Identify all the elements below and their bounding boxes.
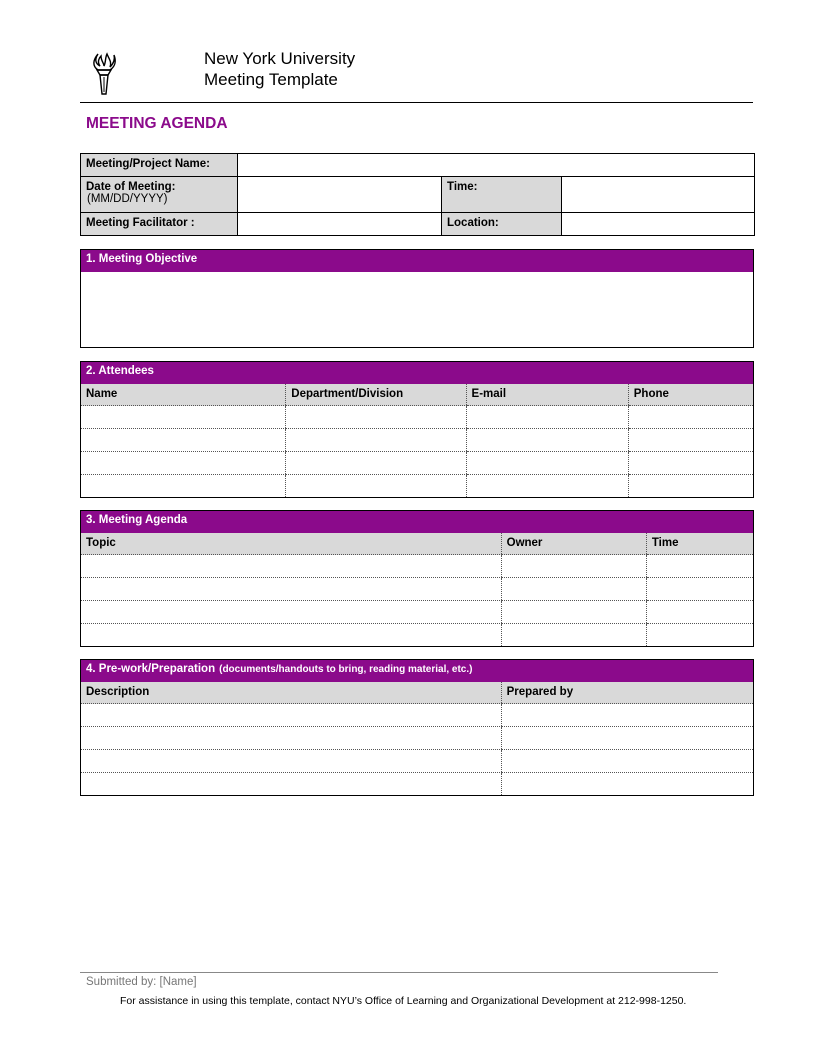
- table-cell[interactable]: [501, 624, 646, 647]
- torch-icon: [88, 50, 120, 96]
- prework-col-prepared-by: Prepared by: [501, 682, 753, 704]
- assistance-note: For assistance in using this template, contact NYU’s Office of Learning and Organizational Development at 212-998-1250.: [120, 995, 687, 1007]
- table-cell[interactable]: [81, 704, 502, 727]
- table-row: [81, 429, 754, 452]
- table-cell[interactable]: [286, 406, 466, 429]
- table-cell[interactable]: [646, 555, 753, 578]
- table-row: [81, 704, 754, 727]
- table-row: [81, 601, 754, 624]
- agenda-col-time: Time: [646, 533, 753, 555]
- header-divider: [80, 102, 753, 103]
- table-cell[interactable]: [466, 429, 628, 452]
- table-cell[interactable]: [646, 624, 753, 647]
- table-cell[interactable]: [81, 452, 286, 475]
- attendees-col-department: Department/Division: [286, 384, 466, 406]
- table-cell[interactable]: [501, 773, 753, 796]
- table-cell[interactable]: [466, 475, 628, 498]
- agenda-title: 3. Meeting Agenda: [81, 511, 754, 533]
- table-row: [81, 773, 754, 796]
- table-cell[interactable]: [646, 578, 753, 601]
- location-field[interactable]: [562, 213, 755, 236]
- table-cell[interactable]: [501, 601, 646, 624]
- table-cell[interactable]: [501, 727, 753, 750]
- table-cell[interactable]: [81, 578, 502, 601]
- table-cell[interactable]: [628, 406, 753, 429]
- table-cell[interactable]: [628, 475, 753, 498]
- agenda-col-topic: Topic: [81, 533, 502, 555]
- attendees-col-name: Name: [81, 384, 286, 406]
- agenda-section: [80, 510, 754, 647]
- prework-note: (documents/handouts to bring, reading material, etc.): [219, 664, 473, 675]
- footer-divider: [80, 972, 718, 973]
- table-row: [81, 750, 754, 773]
- attendees-title: 2. Attendees: [81, 362, 754, 384]
- objective-section: [80, 249, 754, 348]
- table-cell[interactable]: [501, 555, 646, 578]
- date-field[interactable]: [238, 177, 442, 213]
- table-cell[interactable]: [81, 773, 502, 796]
- table-cell[interactable]: [286, 429, 466, 452]
- time-label: Time:: [442, 177, 562, 213]
- meeting-info-table: [80, 153, 755, 236]
- objective-field[interactable]: [81, 272, 754, 348]
- table-cell[interactable]: [81, 601, 502, 624]
- table-cell[interactable]: [466, 452, 628, 475]
- table-cell[interactable]: [466, 406, 628, 429]
- page-title: MEETING AGENDA: [86, 115, 228, 132]
- date-format-hint: (MM/DD/YYYY): [87, 193, 168, 205]
- table-row: [81, 452, 754, 475]
- table-cell[interactable]: [81, 727, 502, 750]
- prework-section: [80, 659, 754, 796]
- date-label-cell: [81, 177, 238, 213]
- attendees-section: [80, 361, 754, 498]
- time-field[interactable]: [562, 177, 755, 213]
- table-row: [81, 727, 754, 750]
- objective-title: 1. Meeting Objective: [81, 250, 754, 272]
- attendees-col-email: E-mail: [466, 384, 628, 406]
- project-name-label: Meeting/Project Name:: [81, 154, 238, 177]
- table-cell[interactable]: [501, 578, 646, 601]
- project-name-field[interactable]: [238, 154, 755, 177]
- agenda-col-owner: Owner: [501, 533, 646, 555]
- table-row: [81, 578, 754, 601]
- table-cell[interactable]: [501, 704, 753, 727]
- table-cell[interactable]: [501, 750, 753, 773]
- prework-title-cell: [81, 660, 754, 682]
- date-label: Date of Meeting:: [86, 181, 176, 193]
- facilitator-label: Meeting Facilitator :: [81, 213, 238, 236]
- table-cell[interactable]: [81, 429, 286, 452]
- header-title: [204, 48, 355, 90]
- prework-col-description: Description: [81, 682, 502, 704]
- org-name: New York University: [204, 49, 356, 68]
- facilitator-field[interactable]: [238, 213, 442, 236]
- doc-title: Meeting Template: [204, 70, 338, 89]
- table-row: [81, 406, 754, 429]
- location-label: Location:: [442, 213, 562, 236]
- table-cell[interactable]: [646, 601, 753, 624]
- table-cell[interactable]: [81, 406, 286, 429]
- table-cell[interactable]: [81, 750, 502, 773]
- table-cell[interactable]: [286, 475, 466, 498]
- table-cell[interactable]: [81, 475, 286, 498]
- table-row: [81, 475, 754, 498]
- submitted-by: Submitted by: [Name]: [86, 976, 197, 988]
- table-cell[interactable]: [628, 452, 753, 475]
- table-row: [81, 555, 754, 578]
- table-row: [81, 624, 754, 647]
- prework-title: 4. Pre-work/Preparation: [86, 663, 216, 675]
- attendees-col-phone: Phone: [628, 384, 753, 406]
- table-cell[interactable]: [628, 429, 753, 452]
- table-cell[interactable]: [286, 452, 466, 475]
- table-cell[interactable]: [81, 624, 502, 647]
- table-cell[interactable]: [81, 555, 502, 578]
